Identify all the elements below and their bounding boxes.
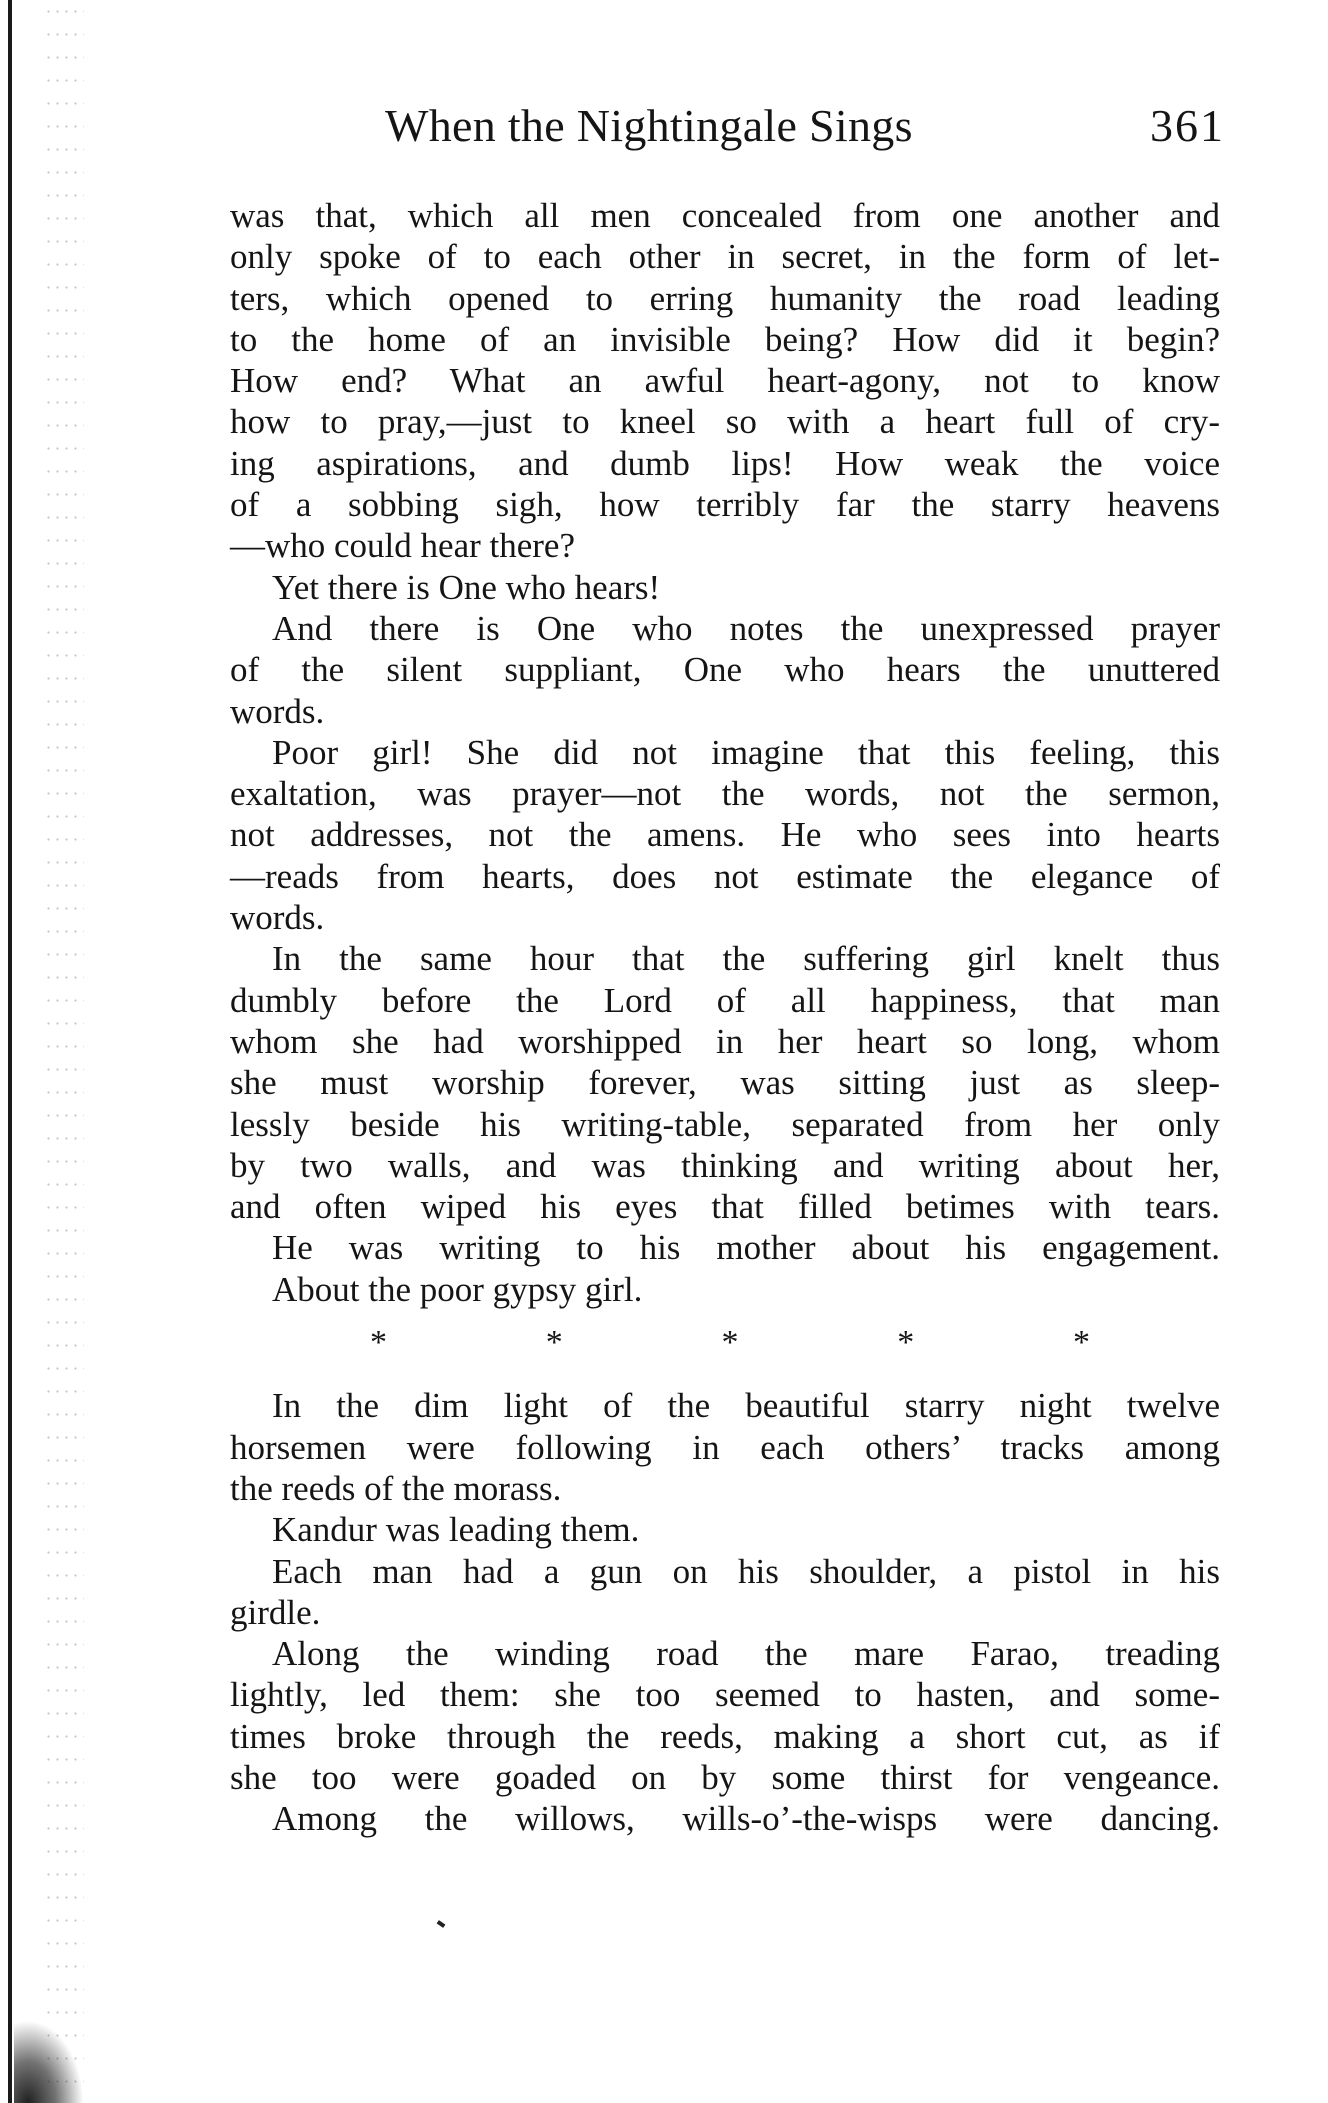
text-line: not addresses, not the amens. He who sees into hearts — [230, 815, 1220, 855]
stray-ink-mark — [437, 1920, 446, 1928]
text-line: dumbly before the Lord of all happiness, that man — [230, 980, 1220, 1020]
text-line: whom she had worshipped in her heart so long, whom — [230, 1021, 1220, 1061]
text-line: of the silent suppliant, One who hears the unuttered — [230, 650, 1220, 690]
text-line: words. — [230, 691, 325, 731]
text-line: the reeds of the morass. — [230, 1468, 562, 1508]
text-line: Poor girl! She did not imagine that this feeling, this — [272, 732, 1220, 772]
text-line: Yet there is One who hears! — [272, 567, 661, 607]
separator-asterisk: * — [370, 1324, 387, 1362]
text-line: Among the willows, wills-o’-the-wisps were dancing. — [272, 1799, 1220, 1839]
separator-asterisk: * — [897, 1324, 915, 1362]
text-line: ters, which opened to erring humanity the road leading — [230, 278, 1220, 318]
gutter-speckle — [44, 0, 84, 2103]
text-line: how to pray,—just to kneel so with a heart full of cry- — [230, 402, 1220, 442]
separator-asterisk: * — [545, 1324, 563, 1362]
text-line: horsemen were following in each others’ tracks among — [230, 1427, 1220, 1467]
text-line: ing aspirations, and dumb lips! How weak the voice — [230, 443, 1220, 483]
text-line: and often wiped his eyes that filled betimes with tears. — [230, 1187, 1220, 1227]
text-line: she too were goaded on by some thirst for vengeance. — [230, 1757, 1220, 1797]
binding-shadow — [14, 2020, 84, 2103]
text-line: she must worship forever, was sitting just as sleep- — [230, 1063, 1220, 1103]
text-line: of a sobbing sigh, how terribly far the starry heavens — [230, 485, 1220, 525]
text-line: How end? What an awful heart-agony, not to know — [230, 361, 1220, 401]
text-line: He was writing to his mother about his engagement. — [272, 1228, 1220, 1268]
text-line: by two walls, and was thinking and writing about her, — [230, 1145, 1220, 1185]
separator-asterisk: * — [721, 1324, 739, 1362]
running-title: When the Nightingale Sings — [385, 100, 913, 151]
page-number: 361 — [1150, 100, 1225, 151]
page-header — [385, 98, 1225, 154]
text-line: words. — [230, 898, 325, 938]
separator-asterisk: * — [1073, 1324, 1090, 1362]
text-line: lightly, led them: she too seemed to hasten, and some- — [230, 1675, 1220, 1715]
text-line: was that, which all men concealed from one another and — [230, 196, 1220, 235]
text-line: About the poor gypsy girl. — [272, 1269, 643, 1309]
text-line: Along the winding road the mare Farao, treading — [272, 1634, 1220, 1674]
text-line: times broke through the reeds, making a short cut, as if — [230, 1716, 1220, 1756]
text-line: lessly beside his writing-table, separated from her only — [230, 1104, 1220, 1144]
text-line: Kandur was leading them. — [272, 1510, 640, 1550]
section-separator — [370, 1322, 1090, 1363]
body-text-part2 — [230, 1385, 1220, 1839]
body-text — [230, 195, 1220, 1840]
text-line: In the dim light of the beautiful starry night twelve — [272, 1386, 1220, 1426]
text-line: to the home of an invisible being? How did it begin? — [230, 319, 1220, 359]
text-line: exaltation, was prayer—not the words, not the sermon, — [230, 774, 1220, 814]
text-line: And there is One who notes the unexpressed prayer — [272, 608, 1220, 648]
text-line: Each man had a gun on his shoulder, a pistol in his — [272, 1551, 1220, 1591]
text-line: In the same hour that the suffering girl knelt thus — [272, 939, 1220, 979]
text-line: only spoke of to each other in secret, in the form of let- — [230, 237, 1220, 277]
text-line: girdle. — [230, 1592, 321, 1632]
text-line: —who could hear there? — [230, 526, 575, 566]
binding-edge — [8, 0, 12, 2103]
text-line: —reads from hearts, does not estimate the elegance of — [230, 856, 1220, 896]
body-text-part1 — [230, 195, 1220, 1310]
